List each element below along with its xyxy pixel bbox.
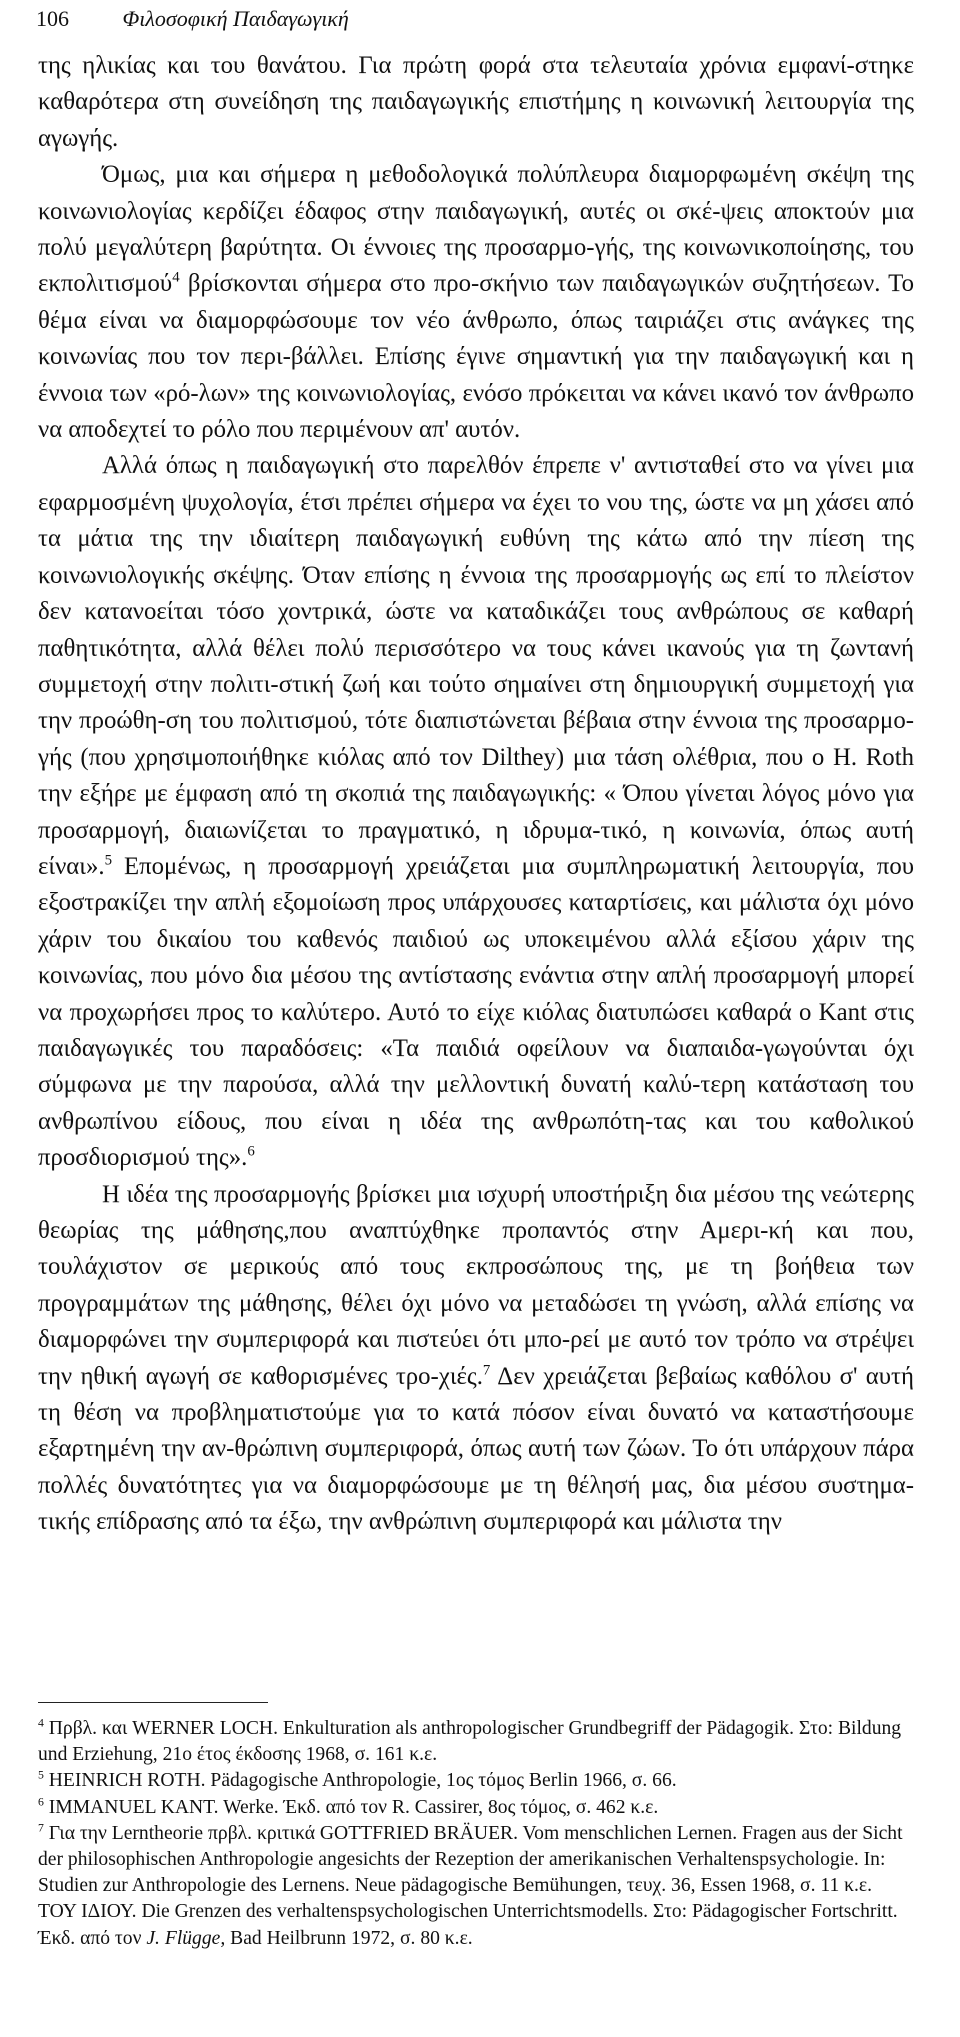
footnotes bbox=[38, 1716, 914, 1952]
footnote-text: HEINRICH ROTH. Pädagogische Anthropologie, 1ος τόμος Berlin 1966, σ. 66. bbox=[48, 1770, 677, 1792]
footnote-4 bbox=[38, 1716, 914, 1768]
body-text bbox=[38, 48, 914, 1541]
footnote-text: Για την Lerntheorie πρβλ. κριτικά GOTTFRIED BRÄUER. Vom menschlichen Lernen. Fragen aus der Sicht der philosophischen Anthropologie angesichts der Rezeption der amerikanischen Verhaltenspsychologie. In: Studien zur Anthropologie des Lernens. Neue pädagogische Bemühungen, τευχ. 36, Essen 1968, σ. 11 κ.ε. ΤΟΥ ΙΔΙΟΥ. Die Grenzen des verhaltenspsychologischen Unterrichtsmodells. Στο: Pädagogischer Fortschritt. Έκδ. από τον bbox=[38, 1822, 903, 1949]
paragraph-4-part-b: Δεν χρειάζεται βεβαίως καθόλου σ' αυτή τη θέση να προβληματιστούμε για το κατά πόσον είναι δυνατό να καταστήσουμε εξαρτημένη την αν-θρώπινη συμπεριφορά, όπως αυτή των ζώων. Το ότι υπάρχουν πάρα πολλές δυνατότητες για να διαμορφώσουμε με τη θέλησή μας, δια μέσου συστημα-τικής επίδρασης από τα έξω, την ανθρώπινη συμπεριφορά και μάλιστα την bbox=[38, 1362, 914, 1536]
paragraph-3-part-a: Αλλά όπως η παιδαγωγική στο παρελθόν έπρεπε ν' αντισταθεί στο να γίνει μια εφαρμοσμένη ψυχολογία, έτσι πρέπει σήμερα να έχει το νου της, ώστε να μη χάσει από τα μάτια της την ιδιαίτερη παιδαγωγική ευθύνη της κάτω από την πίεση της κοινωνιολογικής σκέψης. Όταν επίσης η έννοια της προσαρμογής ως επί το πλείστον δεν κατανοείται τόσο χοντρικά, ώστε να καταδικάζει τους ανθρώπους σε καθαρή παθητικότητα, αλλά θέλει πολύ περισσότερο να τους κάνει ικανούς για τη ζωντανή συμμετοχή στην πολιτι-στική ζωή και τούτο σημαίνει στη δημιουργική συμμετοχή για την προώθη-ση του πολιτισμού, τότε διαπιστώνεται βέβαια στην έννοια της προσαρμο-γής (που χρησιμοποιήθηκε κιόλας από τον Dilthey) μια τάση ολέθρια, που ο H. Roth την εξήρε με έμφαση από τη σκοπιά της παιδαγωγικής: « Όπου γίνεται λόγος μόνο για προσαρμογή, διαιωνίζεται το πραγματικό, η ιδρυμα-τικό, η κοινωνία, όπως αυτή είναι». bbox=[38, 452, 914, 880]
footnote-6 bbox=[38, 1795, 914, 1821]
footnote-editor-name: J. Flügge, bbox=[146, 1927, 226, 1949]
footnote-text-end: Bad Heilbrunn 1972, σ. 80 κ.ε. bbox=[225, 1927, 473, 1949]
paragraph-3-part-b: Επομένως, η προσαρμογή χρειάζεται μια συμπληρωματική λειτουργία, που εξοστρακίζει την απλή εξομοίωση προς υπάρχουσες καταρτίσεις, και μάλιστα όχι μόνο χάριν του δικαίου του καθενός παιδιού ως υποκειμένου αλλά εξίσου χάριν της κοινωνίας, που μόνο δια μέσου της αντίστασης ενάντια στην απλή προσαρμογή μπορεί να προχωρήσει προς το καλύτερο. Αυτό το είχε κιόλας διατυπώσει καθαρά ο Kant στις παιδαγωγικές του παραδόσεις: «Τα παιδιά οφείλουν να διαπαιδα-γωγούνται όχι σύμφωνα με την παρούσα, αλλά την μελλοντική δυνατή καλύ-τερη κατάσταση του ανθρωπίνου είδους, που είναι η ιδέα της ανθρωπότη-τας και του καθολικού προσδιορισμού της». bbox=[38, 852, 914, 1172]
paragraph-3 bbox=[38, 448, 914, 1176]
footnote-ref-4[interactable]: 4 bbox=[172, 270, 180, 287]
footnote-number: 7 bbox=[38, 1821, 44, 1835]
footnote-number: 4 bbox=[38, 1716, 44, 1730]
page-number: 106 bbox=[36, 6, 69, 31]
paragraph-2-part-b: βρίσκονται σήμερα στο προ-σκήνιο των παιδαγωγικών συζητήσεων. Το θέμα είναι να διαμορφώσουμε τον νέο άνθρωπο, όπως ταιριάζει στις ανάγκες της κοινωνίας που τον περι-βάλλει. Επίσης έγινε σημαντική για την παιδαγωγική και η έννοια των «ρό-λων» της κοινωνιολογίας, ενόσο πρόκειται να κάνει ικανό τον άνθρωπο να αποδεχτεί το ρόλο που περιμένουν απ' αυτόν. bbox=[38, 270, 914, 444]
paragraph-2-part-a: Όμως, μια και σήμερα η μεθοδολογικά πολύπλευρα διαμορφωμένη σκέψη της κοινωνιολογίας κερδίζει έδαφος στην παιδαγωγική, αυτές οι σκέ-ψεις αποκτούν μια πολύ μεγαλύτερη βαρύτητα. Οι έννοιες της προσαρμο-γής, της κοινωνικοποίησης, του εκπολιτισμού bbox=[38, 161, 914, 298]
footnote-text: Πρβλ. και WERNER LOCH. Enkulturation als anthropologischer Grundbegriff der Pädagogik. Στο: Bildung und Erziehung, 21ο έτος έκδοσης 1968, σ. 161 κ.ε. bbox=[38, 1718, 902, 1766]
paragraph-2 bbox=[38, 157, 914, 448]
paragraph-4 bbox=[38, 1177, 914, 1541]
paragraph-1: της ηλικίας και του θανάτου. Για πρώτη φορά στα τελευταία χρόνια εμφανί-στηκε καθαρότερα στη συνείδηση της παιδαγωγικής επιστήμης η κοινωνική λειτουργία της αγωγής. bbox=[38, 52, 914, 152]
footnote-7 bbox=[38, 1821, 914, 1952]
book-title: Φιλοσοφική Παιδαγωγική bbox=[122, 6, 349, 31]
footnote-ref-7[interactable]: 7 bbox=[482, 1362, 491, 1379]
footnote-divider bbox=[38, 1702, 268, 1703]
footnote-number: 6 bbox=[38, 1795, 44, 1809]
footnote-ref-6[interactable]: 6 bbox=[247, 1143, 255, 1160]
footnote-text: IMMANUEL KANT. Werke. Έκδ. από τον R. Cassirer, 8ος τόμος, σ. 462 κ.ε. bbox=[48, 1796, 659, 1818]
running-head bbox=[36, 4, 349, 34]
footnote-5 bbox=[38, 1768, 914, 1794]
footnote-ref-5[interactable]: 5 bbox=[104, 852, 112, 869]
paragraph-4-part-a: Η ιδέα της προσαρμογής βρίσκει μια ισχυρή υποστήριξη δια μέσου της νεώτερης θεωρίας της μάθησης,που αναπτύχθηκε προπαντός στην Αμερι-κή και που, τουλάχιστον σε μερικούς από τους εκπροσώπους της, με τη βοήθεια των προγραμμάτων της μάθησης, θέλει όχι μόνο να μεταδώσει τη γνώση, αλλά επίσης να διαμορφώνει την συμπεριφορά και πιστεύει ότι μπο-ρεί με αυτό τον τρόπο να στρέψει την ηθική αγωγή σε καθορισμένες τρο-χιές. bbox=[38, 1180, 914, 1390]
footnote-number: 5 bbox=[38, 1768, 44, 1782]
